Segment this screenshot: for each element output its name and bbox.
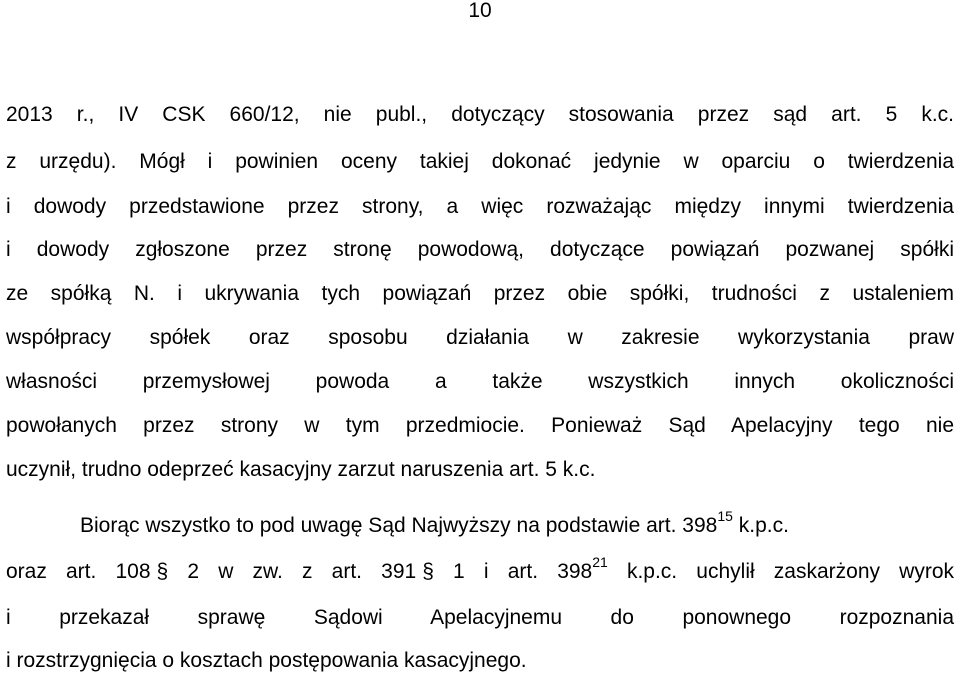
closing-line-1-tail: k.p.c. — [732, 514, 789, 537]
text-line-7: własności przemysłowej powoda a także wszystkich innych okoliczności — [6, 370, 954, 393]
text-line-8: powołanych przez strony w tym przedmiocie. Ponieważ Sąd Apelacyjny tego nie — [6, 414, 954, 437]
text-line-4: i dowody zgłoszone przez stronę powodową, dotyczące powiązań pozwanej spółki — [6, 238, 954, 261]
text-line-9: uczynił, trudno odeprzeć kasacyjny zarzut naruszenia art. 5 k.c. — [6, 458, 596, 481]
closing-line-2-c: 1 i art. 398 — [433, 560, 593, 583]
closing-line-1 — [80, 508, 954, 541]
text-line-2: z urzędu). Mógł i powinien oceny takiej dokonać jedynie w oparciu o twierdzenia — [6, 150, 954, 173]
superscript-15: 15 — [717, 508, 733, 524]
text-line-3: i dowody przedstawione przez strony, a więc rozważając między innymi twierdzenia — [6, 195, 954, 218]
closing-line-2-a: oraz art. 108 — [6, 560, 151, 583]
text-line-1: 2013 r., IV CSK 660/12, nie publ., dotyczący stosowania przez sąd art. 5 k.c. — [6, 103, 954, 126]
closing-line-4: i rozstrzygnięcia o kosztach postępowania kasacyjnego. — [6, 649, 527, 672]
paragraph-sign-icon: § — [156, 560, 169, 583]
text-line-5: ze spółką N. i ukrywania tych powiązań przez obie spółki, trudności z ustaleniem — [6, 282, 954, 305]
page-number: 10 — [468, 0, 492, 22]
text-line-6: współpracy spółek oraz sposobu działania w zakresie wykorzystania praw — [6, 326, 954, 349]
closing-line-2 — [6, 554, 955, 587]
superscript-21: 21 — [592, 554, 608, 570]
closing-line-1-text: Biorąc wszystko to pod uwagę Sąd Najwyższy na podstawie art. 398 — [80, 514, 718, 537]
paragraph-sign-icon: § — [422, 560, 434, 583]
closing-line-2-d: k.p.c. uchylił zaskarżony wyrok — [607, 560, 955, 583]
closing-line-3: i przekazał sprawę Sądowi Apelacyjnemu do ponownego rozpoznania — [6, 606, 954, 629]
closing-line-2-b: 2 w zw. z art. 391 — [168, 560, 417, 583]
